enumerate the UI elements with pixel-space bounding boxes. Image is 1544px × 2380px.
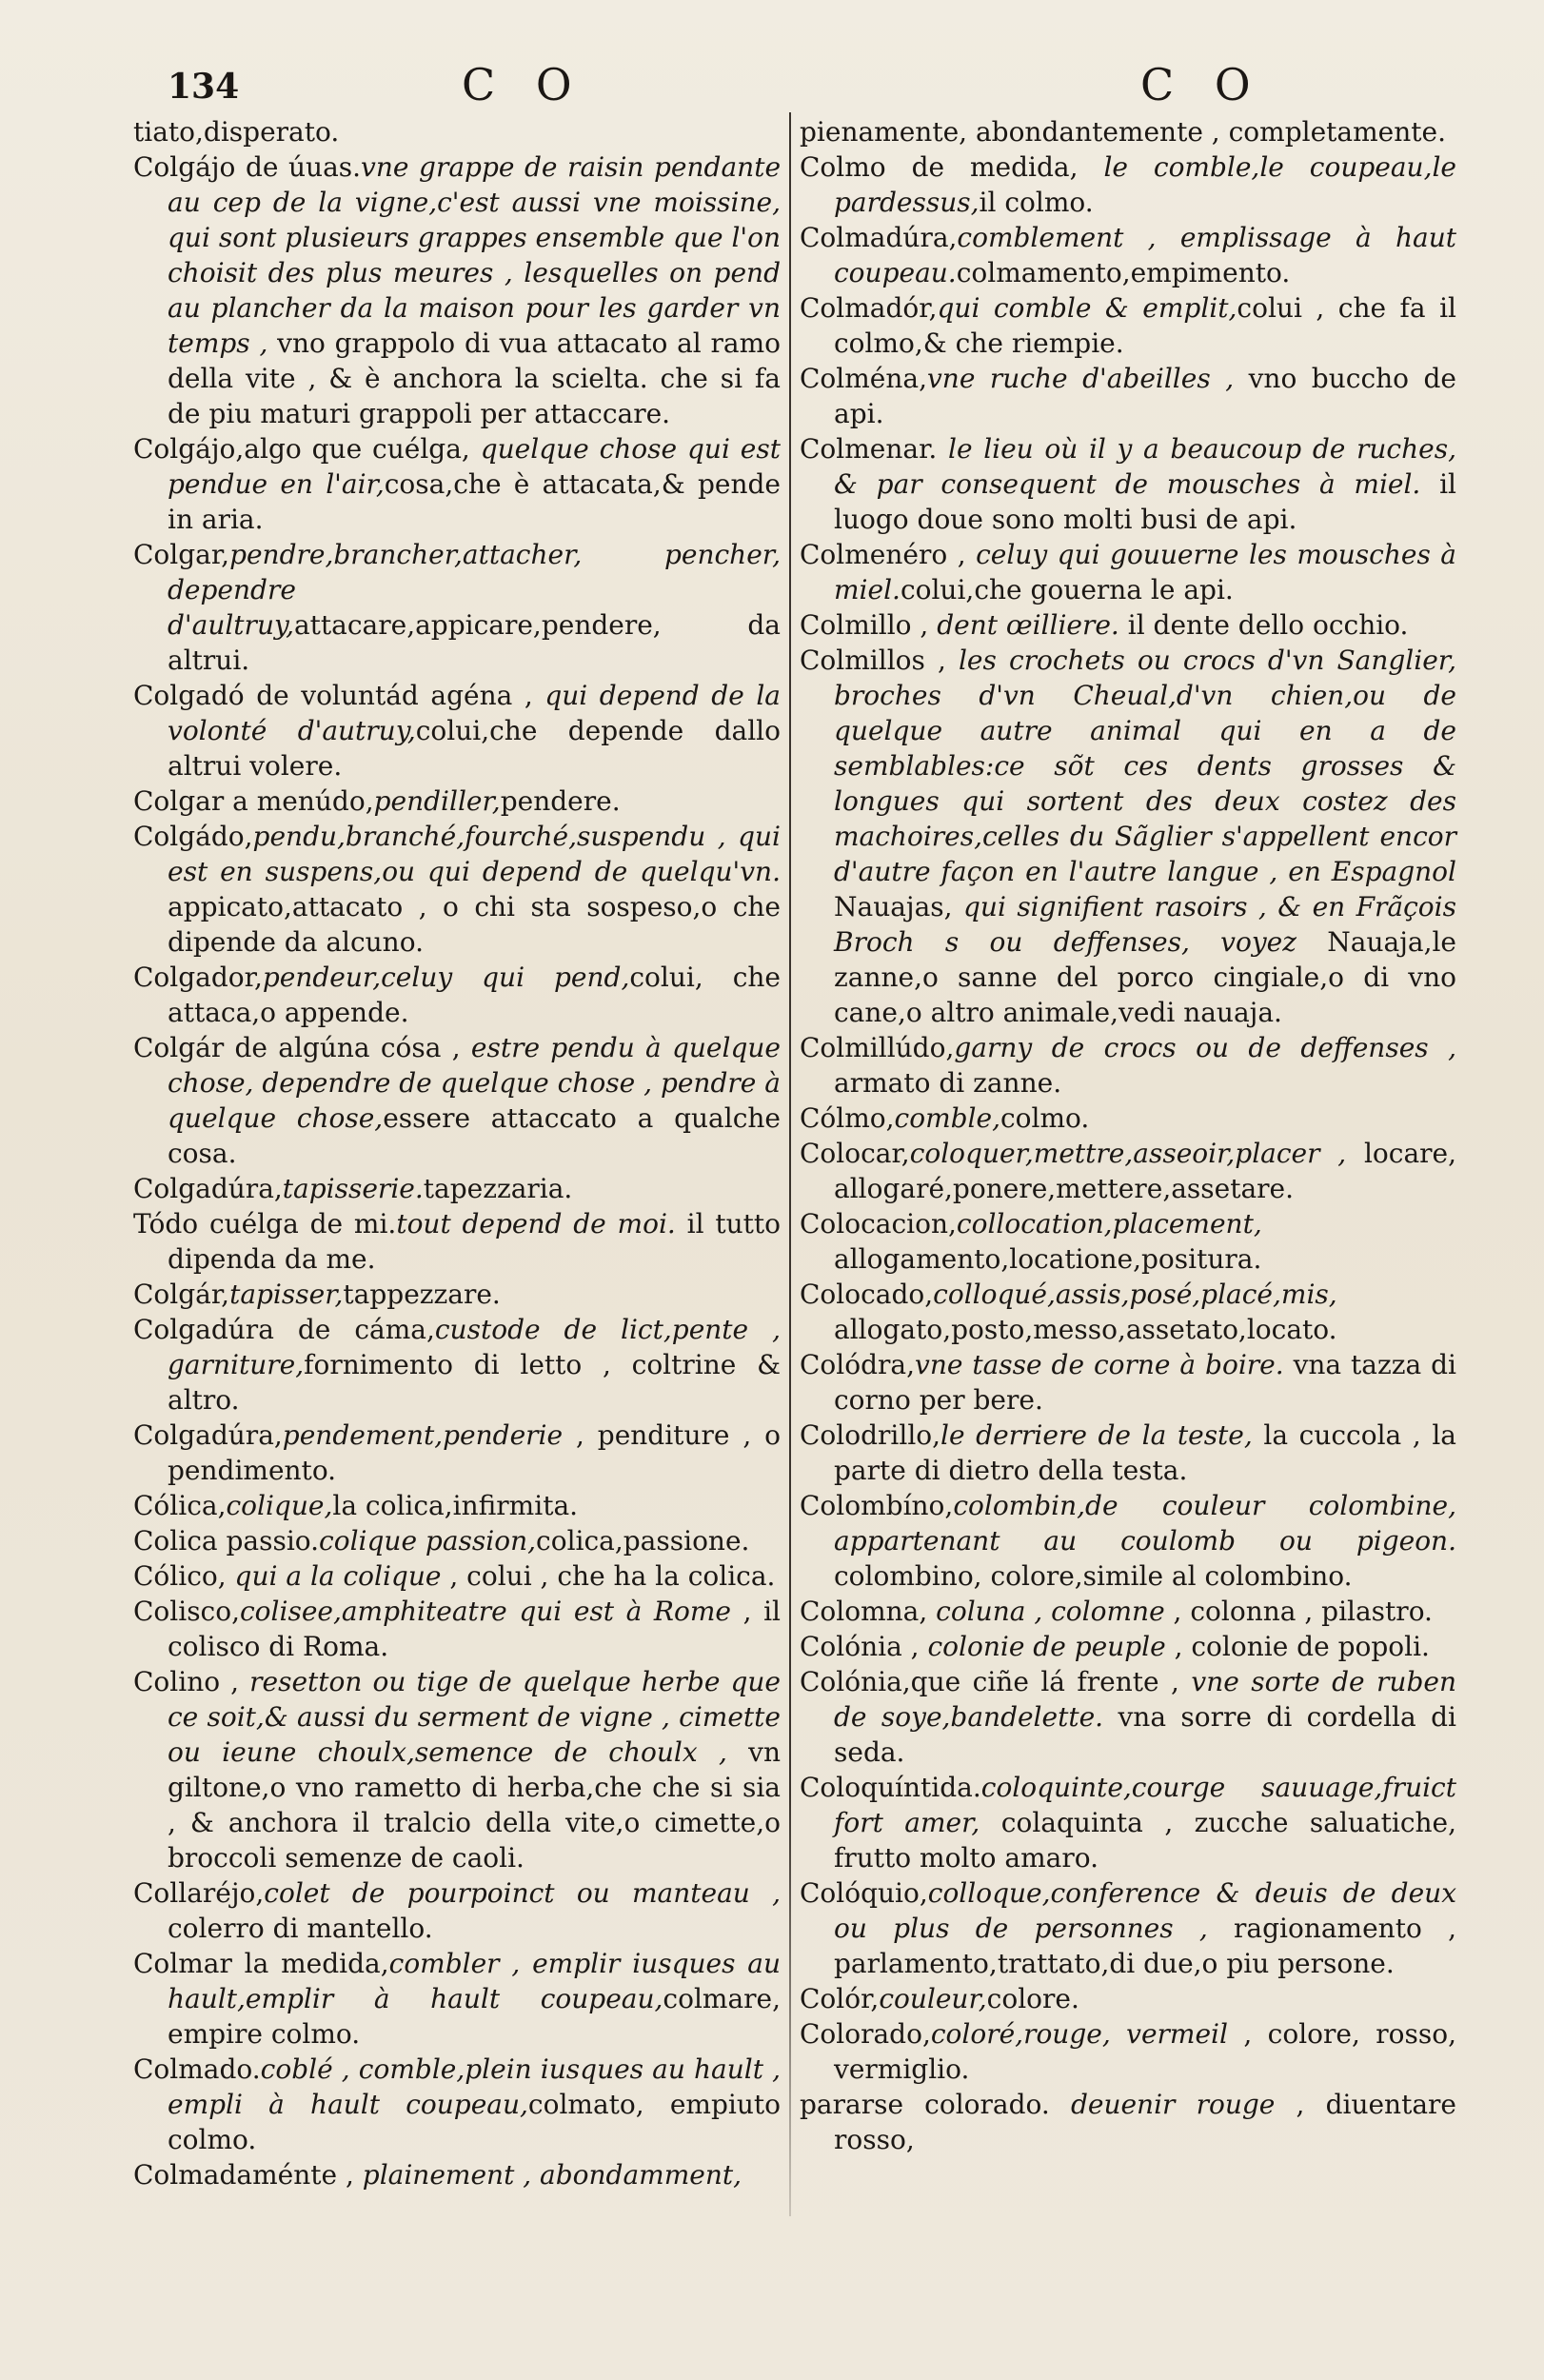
headword: Colodrillo, <box>800 1419 941 1451</box>
headword: Colgadúra de cáma, <box>133 1314 435 1345</box>
french-gloss: couleur, <box>879 1983 987 2014</box>
dictionary-entry <box>133 1558 781 1594</box>
italian-gloss: colerro di mantello. <box>168 1913 433 1944</box>
italian-gloss: colore. <box>986 1983 1079 2014</box>
italian-gloss: colombino, colore,simile al colombino. <box>834 1560 1353 1592</box>
italian-gloss: ragionamento , parlamento,trattato,di due,o piu persone. <box>834 1913 1456 1979</box>
headword: Colocado, <box>800 1279 934 1310</box>
headword: Colgádo, <box>133 821 253 852</box>
dictionary-entry <box>800 1101 1456 1136</box>
dictionary-entry <box>133 1418 781 1488</box>
italian-gloss: tapezzaria. <box>423 1173 573 1204</box>
dictionary-entry <box>800 1770 1456 1875</box>
french-gloss: vne ruche d'abeilles , <box>926 363 1235 394</box>
french-gloss: le lieu où il y a beaucoup de ruches, & par consequent de mousches à miel. <box>834 433 1456 500</box>
dictionary-entry <box>133 1523 781 1558</box>
headword: Colmadaménte , <box>133 2159 363 2191</box>
french-gloss: dent œilliere. <box>937 609 1119 641</box>
french-gloss: comblement , emplissage à haut coupeau. <box>834 222 1456 288</box>
italian-gloss: tiato,disperato. <box>133 116 340 148</box>
french-gloss: colisee,amphiteatre qui est à Rome <box>240 1596 731 1627</box>
dictionary-entry <box>800 537 1456 607</box>
italian-gloss: pienamente, abondantemente , completamente. <box>800 116 1446 148</box>
headword: Colgadúra, <box>133 1419 283 1451</box>
french-gloss: qui comble & emplit, <box>937 292 1237 324</box>
headword: Colgár, <box>133 1279 230 1310</box>
french-gloss: comble, <box>894 1102 1000 1134</box>
italian-gloss: armato di zanne. <box>834 1067 1062 1099</box>
right-column <box>800 114 1456 2157</box>
dictionary-entry <box>800 1664 1456 1770</box>
italian-gloss: appicato,attacato , o chi sta sospeso,o che dipende da alcuno. <box>168 891 781 958</box>
left-guide-letters: C O <box>462 59 585 110</box>
headword: Colmado. <box>133 2053 261 2085</box>
french-gloss: colique, <box>226 1490 333 1521</box>
italian-gloss: , colonna , pilastro. <box>1164 1596 1433 1627</box>
headword: Colocacion, <box>800 1208 957 1240</box>
headword: Colica passio. <box>133 1525 320 1557</box>
dictionary-entry <box>800 607 1456 643</box>
french-gloss: pendu,branché,fourché,suspendu , qui est en suspens,ou qui depend de quelqu'vn. <box>168 821 781 887</box>
italian-gloss: la colica,infirmita. <box>332 1490 579 1521</box>
italian-gloss: colaquinta , zucche saluatiche, frutto molto amaro. <box>834 1807 1457 1874</box>
italian-gloss: colui , che fa il colmo,& che riempie. <box>834 292 1456 359</box>
dictionary-entry <box>800 1875 1456 1981</box>
french-gloss: deuenir rouge <box>1070 2089 1276 2120</box>
italian-gloss: Nauaja,le zanne,o sanne del porco cingiale,o di vno cane,o altro animale,vedi nauaja. <box>834 926 1456 1028</box>
headword: Colgar, <box>133 539 230 570</box>
headword: Colmar la medida, <box>133 1948 389 1979</box>
italian-gloss: , colonie de popoli. <box>1165 1631 1430 1662</box>
headword: Colména, <box>800 363 927 394</box>
french-gloss: coloquer,mettre,asseoir,placer , <box>909 1138 1347 1169</box>
italian-gloss: , colore, rosso, vermiglio. <box>834 2018 1456 2085</box>
french-gloss: coluna , colomne <box>936 1596 1165 1627</box>
french-gloss: garny de crocs ou de deffenses , <box>954 1032 1456 1063</box>
italian-gloss: il tutto dipenda da me. <box>168 1208 781 1275</box>
dictionary-entry <box>800 1981 1456 2016</box>
dictionary-entry <box>800 1629 1456 1664</box>
headword: Colocar, <box>800 1138 910 1169</box>
italian-gloss: colmo. <box>1000 1102 1090 1134</box>
headword: Colmillos , <box>800 645 959 676</box>
headword: Colgadó de voluntád agéna , <box>133 680 545 711</box>
french-gloss: collocation,placement, <box>956 1208 1262 1240</box>
headword: Colmillúdo, <box>800 1032 955 1063</box>
french-gloss: quelque chose qui est pendue en l'air, <box>168 433 781 500</box>
right-guide-letters: C O <box>1140 59 1264 110</box>
italian-gloss: , penditure , o pendimento. <box>168 1419 781 1486</box>
dictionary-entry <box>800 1347 1456 1418</box>
italian-gloss: vn giltone,o vno rametto di herba,che che si sia , & anchora il tralcio della vite,o cimette,o broccoli semenze de caoli. <box>168 1736 781 1874</box>
italian-gloss: allogamento,locatione,positura. <box>834 1243 1262 1275</box>
dictionary-entry <box>133 2052 781 2157</box>
dictionary-entry <box>800 290 1456 361</box>
dictionary-entry <box>133 819 781 960</box>
dictionary-entry <box>800 1136 1456 1206</box>
italian-gloss: allogato,posto,messo,assetato,locato. <box>834 1314 1337 1345</box>
italian-gloss: colmare, empire colmo. <box>168 1983 781 2050</box>
headword: Colmadúra, <box>800 222 958 253</box>
page-header <box>0 57 1544 114</box>
french-gloss: qui depend de la volonté d'autruy, <box>168 680 781 746</box>
headword: Colombíno, <box>800 1490 954 1521</box>
italian-gloss: vno grappolo di vua attacato al ramo della vite , & è anchora la scielta. che si fa de piu maturi grappoli per attaccare. <box>168 327 782 429</box>
headword: Colisco, <box>133 1596 240 1627</box>
headword: Colmillo , <box>800 609 938 641</box>
french-gloss: combler , emplir iusques au hault,emplir à hault coupeau, <box>168 1948 781 2014</box>
headword: Colónia,que ciñe lá frente , <box>800 1666 1192 1697</box>
french-gloss: colonie de peuple <box>927 1631 1166 1662</box>
italian-gloss: il colmo. <box>979 187 1094 218</box>
dictionary-entry <box>133 1277 781 1312</box>
headword: Colgájo,algo que cuélga, <box>133 433 481 465</box>
headword: Collaréjo, <box>133 1877 265 1909</box>
page-number: 134 <box>168 67 240 107</box>
french-gloss: qui a la colique <box>234 1560 442 1592</box>
dictionary-entry <box>133 678 781 783</box>
french-gloss: coloquinte,courge sauuage,fruict fort amer, <box>834 1772 1456 1838</box>
headword: Colmenéro , <box>800 539 977 570</box>
headword: Colgadúra, <box>133 1173 283 1204</box>
dictionary-entry <box>133 1664 781 1875</box>
french-gloss: vne grappe de raisin pendante au cep de la vigne,c'est aussi vne moissine, qui sont plusieurs grappes ensemble que l'on choisit des plus meures , lesquelles on pend au plancher da la maison pour les garder vn temps , <box>168 151 782 359</box>
french-gloss: custode de lict,pente , garniture, <box>168 1314 781 1380</box>
italian-gloss: colica,passione. <box>536 1525 750 1557</box>
french-gloss: colombin,de couleur colombine, appartenant au coulomb ou pigeon. <box>834 1490 1456 1557</box>
dictionary-entry <box>800 1594 1456 1629</box>
italian-gloss: pendere. <box>500 785 621 817</box>
dictionary-entry <box>800 1277 1456 1347</box>
dictionary-entry <box>800 2087 1456 2157</box>
french-gloss: tapisser, <box>229 1279 344 1310</box>
italian-gloss: il dente dello occhio. <box>1118 609 1409 641</box>
dictionary-entry <box>800 149 1456 220</box>
dictionary-entry <box>800 114 1456 149</box>
dictionary-entry <box>800 1418 1456 1488</box>
french-gloss: colloque,conference & deuis de deux ou plus de personnes , <box>834 1877 1456 1944</box>
italian-gloss: fornimento di letto , coltrine & altro. <box>168 1349 781 1416</box>
headword: Cólmo, <box>800 1102 895 1134</box>
italian-gloss: Nauajas, <box>834 891 963 922</box>
french-gloss: pendeur,celuy qui pend, <box>262 962 630 993</box>
headword: Colgájo de úuas. <box>133 151 362 183</box>
headword: Colomna, <box>800 1596 937 1627</box>
french-gloss: colet de pourpoinct ou manteau , <box>264 1877 781 1909</box>
dictionary-entry <box>800 361 1456 431</box>
french-gloss: tapisserie. <box>282 1173 424 1204</box>
left-column <box>133 114 781 2192</box>
dictionary-entry <box>800 1030 1456 1101</box>
dictionary-entry <box>133 1030 781 1171</box>
french-gloss: estre pendu à quelque chose, dependre de quelque chose , pendre à quelque chose, <box>168 1032 781 1134</box>
italian-gloss: locare, allogaré,ponere,mettere,assetare. <box>834 1138 1456 1204</box>
italian-gloss: colui,che gouerna le api. <box>900 574 1234 605</box>
french-gloss: qui signifient rasoirs , & en Frãçois Broch s ou deffenses, voyez <box>834 891 1456 958</box>
french-gloss: pendiller, <box>373 785 501 817</box>
dictionary-entry <box>133 1488 781 1523</box>
headword: Colódra, <box>800 1349 915 1380</box>
dictionary-entry <box>133 1946 781 2052</box>
dictionary-entry <box>800 1206 1456 1277</box>
dictionary-entry <box>800 643 1456 1030</box>
french-gloss: vne tasse de corne à boire. <box>915 1349 1284 1380</box>
headword: Colmenar. <box>800 433 948 465</box>
french-gloss: tout depend de moi. <box>396 1208 676 1240</box>
dictionary-entry <box>133 149 781 431</box>
dictionary-entry <box>133 960 781 1030</box>
dictionary-entry <box>800 2016 1456 2087</box>
italian-gloss: colmato, empiuto colmo. <box>168 2089 781 2155</box>
italian-gloss: la cuccola , la parte di dietro della testa. <box>834 1419 1456 1486</box>
headword: Colgar a menúdo, <box>133 785 374 817</box>
french-gloss: le comble,le coupeau,le pardessus, <box>834 151 1456 218</box>
dictionary-entry <box>800 1488 1456 1594</box>
headword: Colino , <box>133 1666 250 1697</box>
italian-gloss: colui,che depende dallo altrui volere. <box>168 715 781 782</box>
italian-gloss: , colui , che ha la colica. <box>441 1560 776 1592</box>
column-divider <box>789 112 791 2216</box>
italian-gloss: il luogo doue sono molti busi de api. <box>834 468 1456 535</box>
french-gloss: les crochets ou crocs d'vn Sanglier, broches d'vn Cheual,d'vn chien,ou de quelque autre animal qui en a de semblables:ce sõt ces dents grosses & longues qui sortent des deux costez des machoires,celles du Sãglier s'appellent encor d'autre façon en l'autre langue , en Espagnol <box>834 645 1456 887</box>
french-gloss: pendement,penderie <box>282 1419 564 1451</box>
headword: Colmo de medida, <box>800 151 1104 183</box>
headword: Colór, <box>800 1983 880 2014</box>
italian-gloss: colmamento,empimento. <box>956 257 1291 288</box>
italian-gloss: vna sorre di cordella di seda. <box>834 1701 1456 1768</box>
dictionary-entry <box>133 1875 781 1946</box>
italian-gloss: vno buccho de api. <box>834 363 1456 429</box>
dictionary-entry <box>800 431 1456 537</box>
french-gloss: colloqué,assis,posé,placé,mis, <box>933 1279 1337 1310</box>
headword: Colorado, <box>800 2018 931 2050</box>
dictionary-entry <box>133 1594 781 1664</box>
italian-gloss: colui, che attaca,o appende. <box>168 962 781 1028</box>
italian-gloss: vna tazza di corno per bere. <box>834 1349 1456 1416</box>
italian-gloss: cosa,che è attacata,& pende in aria. <box>168 468 781 535</box>
french-gloss: resetton ou tige de quelque herbe que ce soit,& aussi du serment de vigne , cimette ou ieune choulx,semence de choulx , <box>168 1666 781 1768</box>
french-gloss: coloré,rouge, vermeil <box>930 2018 1228 2050</box>
headword: Coloquíntida. <box>800 1772 981 1803</box>
dictionary-entry <box>133 1171 781 1206</box>
dictionary-entry <box>133 431 781 537</box>
french-gloss: coblé , comble,plein iusques au hault , empli à hault coupeau, <box>168 2053 781 2120</box>
headword: Tódo cuélga de mi. <box>133 1208 397 1240</box>
headword: Colmadór, <box>800 292 938 324</box>
headword: Colgár de algúna cósa , <box>133 1032 471 1063</box>
french-gloss: vne sorte de ruben de soye,bandelette. <box>834 1666 1456 1733</box>
italian-gloss: tappezzare. <box>343 1279 501 1310</box>
french-gloss: pendre,brancher,attacher, pencher, dependre d'aultruy, <box>168 539 781 641</box>
headword: Colgador, <box>133 962 263 993</box>
dictionary-entry <box>133 783 781 819</box>
dictionary-entry <box>133 1312 781 1418</box>
headword: pararse colorado. <box>800 2089 1071 2120</box>
headword: Cólico, <box>133 1560 235 1592</box>
french-gloss: le derriere de la teste, <box>940 1419 1253 1451</box>
dictionary-entry <box>133 1206 781 1277</box>
dictionary-entry <box>133 2157 781 2192</box>
italian-gloss: attacare,appicare,pendere, da altrui. <box>168 609 781 676</box>
dictionary-entry <box>133 114 781 149</box>
dictionary-entry <box>133 537 781 678</box>
french-gloss: celuy qui gouuerne les mousches à miel. <box>834 539 1456 605</box>
dictionary-entry <box>800 220 1456 290</box>
french-gloss: plainement , abondamment, <box>362 2159 742 2191</box>
headword: Colónia , <box>800 1631 928 1662</box>
italian-gloss: , diuentare rosso, <box>834 2089 1456 2155</box>
headword: Colóquio, <box>800 1877 928 1909</box>
french-gloss: colique passion, <box>319 1525 537 1557</box>
italian-gloss: , il colisco di Roma. <box>168 1596 781 1662</box>
headword: Cólica, <box>133 1490 227 1521</box>
italian-gloss: essere attaccato a qualche cosa. <box>168 1102 781 1169</box>
